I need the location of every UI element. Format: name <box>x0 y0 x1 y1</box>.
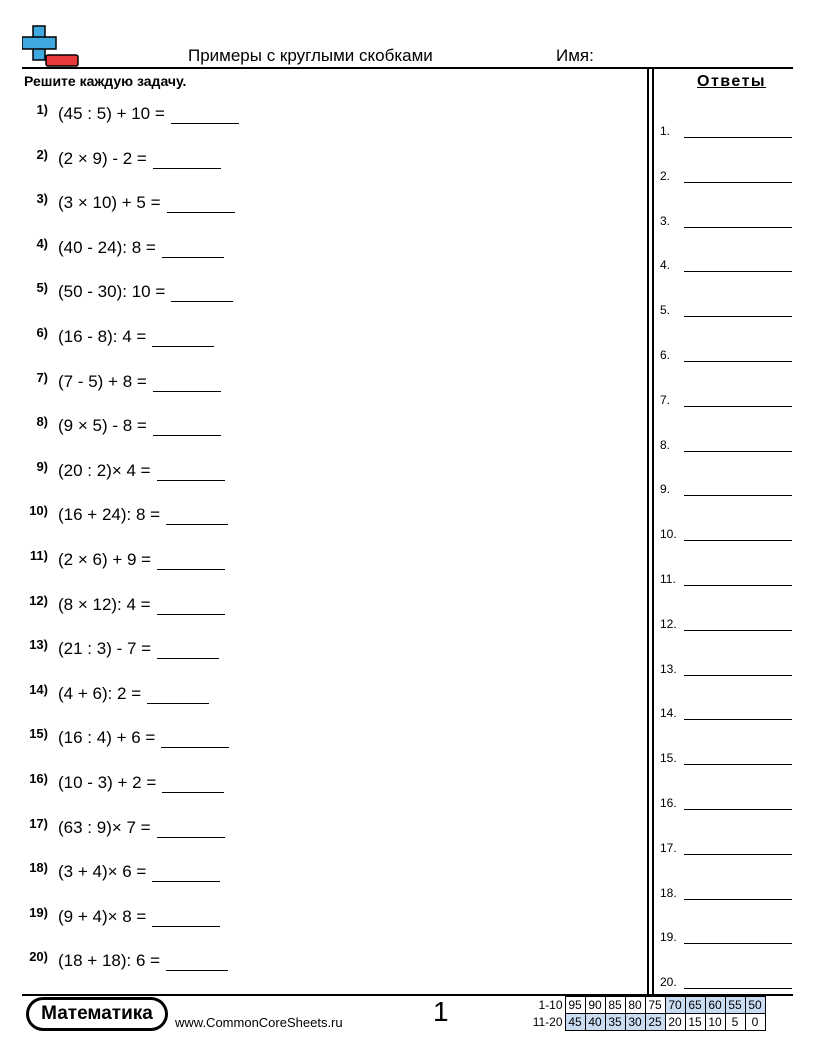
answer-blank[interactable] <box>171 106 239 124</box>
score-cell: 15 <box>685 1014 705 1031</box>
problem-expression: (3 + 4)× 6 = <box>58 862 147 882</box>
answer-line[interactable] <box>684 585 792 586</box>
name-label: Имя: <box>556 46 594 65</box>
answer-line[interactable] <box>684 988 792 989</box>
answer-row <box>660 301 792 317</box>
answer-number: 18. <box>660 885 677 900</box>
problem-expression: (40 - 24): 8 = <box>58 237 156 257</box>
answer-line[interactable] <box>684 854 792 855</box>
answer-blank[interactable] <box>157 597 225 615</box>
answer-number: 19. <box>660 930 677 945</box>
answer-row <box>660 839 792 855</box>
column-divider <box>647 69 649 995</box>
answer-line[interactable] <box>684 495 792 496</box>
answer-number: 15. <box>660 751 677 766</box>
problem-number: 13) <box>29 637 48 653</box>
problem-number: 16) <box>29 771 48 786</box>
answer-blank[interactable] <box>166 507 228 525</box>
answer-blank[interactable] <box>162 775 224 793</box>
answer-row <box>660 525 792 541</box>
score-cell: 60 <box>705 997 725 1014</box>
answer-blank[interactable] <box>157 820 225 838</box>
answer-blank[interactable] <box>152 329 214 347</box>
problem-number: 17) <box>29 815 48 831</box>
answer-number: 5. <box>660 303 671 318</box>
score-cell: 95 <box>565 997 585 1014</box>
answer-blank[interactable] <box>157 463 225 481</box>
answer-line[interactable] <box>684 943 792 944</box>
problem-number: 11) <box>29 548 48 563</box>
problem-number: 1) <box>36 102 48 117</box>
answer-blank[interactable] <box>157 641 219 659</box>
answer-number: 17. <box>660 840 677 855</box>
answer-row <box>660 391 792 407</box>
score-cell: 0 <box>745 1014 765 1031</box>
answer-number: 11. <box>660 572 676 586</box>
problem-expression: (45 : 5) + 10 = <box>58 104 165 123</box>
instructions: Решите каждую задачу. <box>24 73 187 89</box>
answer-number: 9. <box>660 482 671 497</box>
answer-row <box>660 346 792 362</box>
problem-number: 3) <box>36 191 48 207</box>
answer-line[interactable] <box>684 137 792 138</box>
score-cell: 70 <box>665 997 685 1014</box>
score-row <box>528 997 765 1014</box>
problem-number: 14) <box>29 681 48 697</box>
problem-expression: (7 - 5) + 8 = <box>58 371 147 391</box>
problem-number: 8) <box>36 414 48 430</box>
answer-row <box>660 749 792 765</box>
score-cell: 35 <box>605 1014 625 1031</box>
answer-number: 16. <box>660 796 677 810</box>
score-row-label: 11-20 <box>532 1015 563 1029</box>
answers-title: Ответы <box>697 73 767 90</box>
answer-row <box>660 928 792 944</box>
header-divider <box>22 67 793 69</box>
score-cell: 40 <box>585 1014 605 1031</box>
score-cell: 45 <box>565 1014 585 1031</box>
answer-number: 20. <box>660 975 677 990</box>
answer-number: 7. <box>660 392 671 407</box>
problem-number: 20) <box>29 949 48 965</box>
problem-expression: (4 + 6): 2 = <box>58 683 142 703</box>
answer-number: 2. <box>660 168 671 183</box>
score-cell: 55 <box>725 997 745 1014</box>
problem-expression: (20 : 2)× 4 = <box>58 460 151 480</box>
answer-line[interactable] <box>684 899 792 900</box>
problem-expression: (9 × 5) - 8 = <box>58 416 147 436</box>
problem-number: 4) <box>36 235 48 251</box>
answer-number: 3. <box>660 213 671 228</box>
answer-row <box>660 570 792 586</box>
answer-row <box>660 615 792 631</box>
score-row-label: 1-10 <box>538 998 563 1012</box>
problem-number: 19) <box>29 904 48 920</box>
answer-line[interactable] <box>684 361 792 362</box>
answer-number: 12. <box>660 616 677 631</box>
problem-expression: (18 + 18): 6 = <box>58 951 161 971</box>
score-cell: 25 <box>645 1014 665 1031</box>
problem-number: 18) <box>29 860 48 876</box>
score-cell: 50 <box>745 997 765 1014</box>
problem-number: 2) <box>36 146 48 162</box>
score-cell: 30 <box>625 1014 645 1031</box>
answer-blank[interactable] <box>153 418 221 436</box>
answer-line[interactable] <box>684 719 792 720</box>
answer-row <box>660 973 792 989</box>
answer-blank[interactable] <box>157 552 225 570</box>
answer-blank[interactable] <box>162 240 224 258</box>
brand-badge <box>26 997 168 1031</box>
problem-number: 12) <box>29 592 48 608</box>
problem-expression: (8 × 12): 4 = <box>58 594 151 614</box>
answer-line[interactable] <box>684 316 792 317</box>
answer-line[interactable] <box>684 227 792 228</box>
problem-expression: (16 + 24): 8 = <box>58 505 161 525</box>
problem-number: 6) <box>36 325 48 340</box>
score-cell: 80 <box>625 997 645 1014</box>
score-cell: 90 <box>585 997 605 1014</box>
answer-line[interactable] <box>684 809 792 810</box>
answer-row <box>660 704 792 720</box>
score-cell: 65 <box>685 997 705 1014</box>
problem-number: 9) <box>36 458 48 474</box>
score-cell: 10 <box>705 1014 725 1031</box>
brand-label: Математика <box>29 1000 165 1028</box>
answer-row <box>660 256 792 272</box>
problem-number: 15) <box>29 726 48 742</box>
worksheet-title: Примеры с круглыми скобками <box>188 46 433 65</box>
answer-blank[interactable] <box>171 284 233 302</box>
plus-minus-logo-icon <box>22 24 80 68</box>
answer-line[interactable] <box>684 182 792 183</box>
page-number: 1 <box>433 996 449 1027</box>
problem-expression: (16 : 4) + 6 = <box>58 728 156 748</box>
answer-blank[interactable] <box>153 151 221 169</box>
answer-line[interactable] <box>684 675 792 676</box>
answer-number: 6. <box>660 348 671 362</box>
answer-blank[interactable] <box>166 953 228 971</box>
problem-expression: (63 : 9)× 7 = <box>58 817 151 837</box>
score-cell: 85 <box>605 997 625 1014</box>
answer-line[interactable] <box>684 540 792 541</box>
problem-expression: (2 × 9) - 2 = <box>58 148 147 168</box>
problem-number: 10) <box>29 503 48 519</box>
answer-line[interactable] <box>684 406 792 407</box>
answer-blank[interactable] <box>152 909 220 927</box>
problem-expression: (10 - 3) + 2 = <box>58 773 157 792</box>
answer-number: 14. <box>660 706 677 721</box>
score-cell: 75 <box>645 997 665 1014</box>
problem-expression: (3 × 10) + 5 = <box>58 193 161 213</box>
problem-number: 5) <box>36 280 48 296</box>
answer-number: 8. <box>660 437 671 452</box>
answer-number: 10. <box>660 527 677 542</box>
problem-expression: (9 + 4)× 8 = <box>58 906 147 926</box>
answer-line[interactable] <box>684 630 792 631</box>
site-url: www.CommonCoreSheets.ru <box>175 1015 343 1030</box>
answer-row <box>660 212 792 228</box>
problem-expression: (2 × 6) + 9 = <box>58 550 152 569</box>
score-cell: 5 <box>725 1014 745 1031</box>
answer-row <box>660 122 792 138</box>
score-cell: 20 <box>665 1014 685 1031</box>
answer-number: 4. <box>660 258 671 273</box>
problem-expression: (50 - 30): 10 = <box>58 282 166 302</box>
answer-row <box>660 167 792 183</box>
answer-row <box>660 794 792 810</box>
score-row <box>528 1014 765 1031</box>
answer-line[interactable] <box>684 764 792 765</box>
answer-line[interactable] <box>684 451 792 452</box>
answer-blank[interactable] <box>147 686 209 704</box>
answer-line[interactable] <box>684 271 792 272</box>
score-table <box>528 996 766 1031</box>
answer-row <box>660 480 792 496</box>
column-divider <box>652 69 654 995</box>
answer-blank[interactable] <box>153 374 221 392</box>
answer-row <box>660 436 792 452</box>
problem-expression: (21 : 3) - 7 = <box>58 639 152 659</box>
problem-number: 7) <box>36 369 48 385</box>
answer-blank[interactable] <box>152 864 220 882</box>
problem-expression: (16 - 8): 4 = <box>58 327 147 346</box>
answer-blank[interactable] <box>167 195 235 213</box>
answer-blank[interactable] <box>161 730 229 748</box>
answer-number: 1. <box>660 124 671 138</box>
answer-row <box>660 660 792 676</box>
answer-number: 13. <box>660 661 677 676</box>
answer-row <box>660 884 792 900</box>
